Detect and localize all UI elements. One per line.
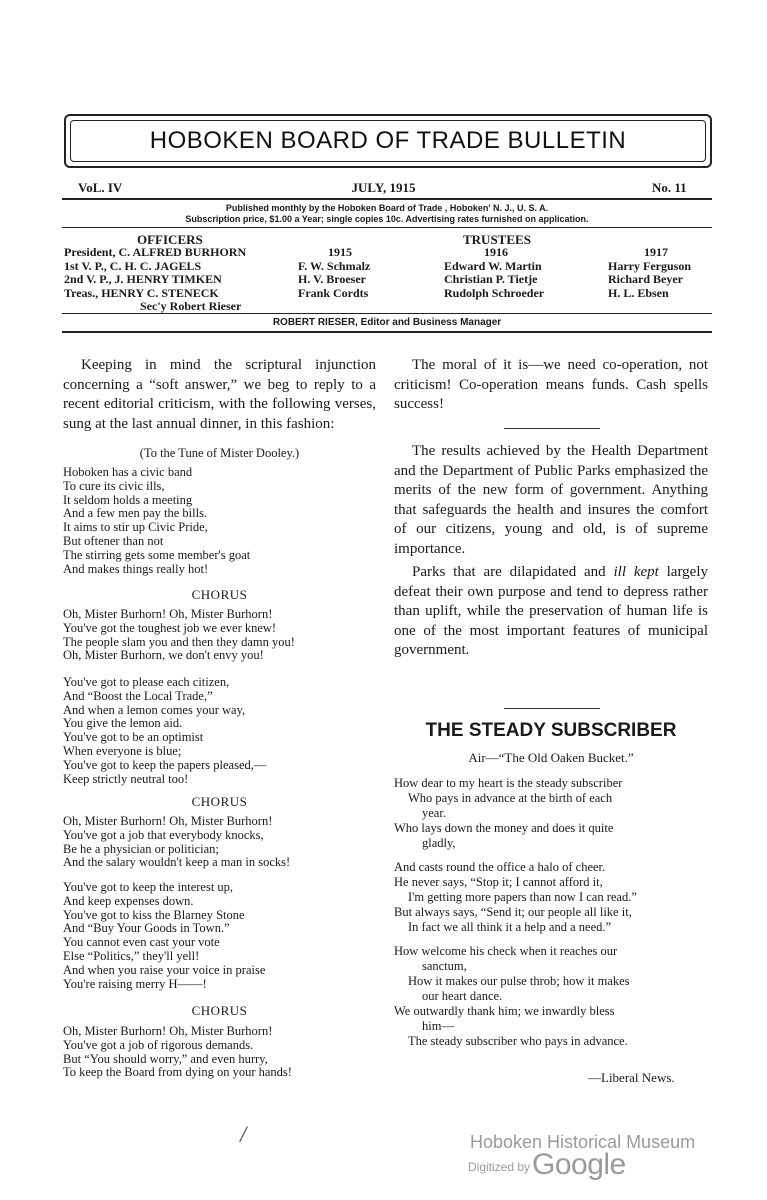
trustees-column-1916 [444, 246, 544, 300]
trustee-name: Rudolph Schroeder [444, 285, 545, 300]
verse-3 [63, 881, 265, 991]
verse-line: You give the lemon aid. [63, 716, 183, 731]
poem-line: How welcome his check when it reaches our [394, 944, 618, 958]
verse-line: You've got to keep the interest up, [63, 880, 234, 894]
poem-line: gladly, [422, 836, 456, 850]
steady-subscriber-title: THE STEADY SUBSCRIBER [425, 720, 677, 741]
trustee-name: Edward W. Martin [444, 258, 542, 273]
poem-line: year. [422, 806, 446, 820]
intro-text: Keeping in mind the scriptural injunction concerning a “soft answer,” we beg to reply to a recent editorial criticism, with the following verses, sung at the last annual dinner, in this fashion: [63, 357, 376, 432]
verse-line: And “Boost the Local Trade,” [63, 688, 213, 703]
print-mark: / [238, 1121, 249, 1149]
officer-line: Sec'y Robert Rieser [140, 299, 242, 313]
verse-line: You've got a job of rigorous demands. [63, 1037, 254, 1052]
officer-line: Treas., HENRY C. STENECK [64, 285, 219, 300]
parks-text-end: largely defeat their own purpose and tend to depress rather than uplift, while the preservation of human life is one of the most important features of municipal government. [394, 564, 708, 658]
verse-line: To cure its civic ills, [63, 478, 165, 493]
publication-line-2: Subscription price, $1.00 a Year; single copies 10c. Advertising rates furnished on application. [185, 214, 589, 224]
chorus-heading: CHORUS [191, 587, 248, 602]
chorus-1 [63, 608, 295, 663]
health-section [394, 442, 708, 661]
section-rule [504, 708, 600, 709]
trustee-name: Christian P. Tietje [444, 272, 538, 286]
trustees-column-1915 [298, 246, 370, 300]
section-rule [504, 428, 600, 429]
poem-line: our heart dance. [422, 989, 503, 1003]
editor-line: ROBERT RIESER, Editor and Business Manager [272, 317, 502, 328]
trustee-name: H. V. Broeser [298, 272, 366, 286]
verse-line: Oh, Mister Burhorn! Oh, Mister Burhorn! [63, 607, 273, 621]
verse-line: Oh, Mister Burhorn, we don't envy you! [63, 648, 264, 663]
chorus-3 [63, 1025, 292, 1080]
trustee-name: Richard Beyer [608, 272, 683, 286]
poem-line: He never says, “Stop it; I cannot afford it, [394, 875, 603, 889]
volume-label: VoL. IV [78, 180, 123, 195]
trustees-heading: TRUSTEES [463, 232, 531, 247]
verse-line: And keep expenses down. [63, 893, 194, 908]
masthead-title: HOBOKEN BOARD OF TRADE BULLETIN [149, 127, 627, 154]
verse-line: You're raising merry H——! [63, 976, 207, 991]
verse-line: To keep the Board from dying on your hands! [63, 1065, 292, 1080]
trustee-year: 1916 [484, 245, 508, 259]
verse-line: And when a lemon comes your way, [63, 702, 246, 717]
google-logo: Google [532, 1148, 626, 1181]
trustee-name: Frank Cordts [298, 285, 369, 300]
verse-line: The people slam you and then they damn you! [63, 634, 295, 649]
verse-line: You've got a job that everybody knocks, [63, 827, 264, 842]
verse-line: When everyone is blue; [63, 743, 182, 758]
chorus-2 [63, 815, 290, 870]
masthead-inner-frame [70, 120, 706, 162]
officer-line: 2nd V. P., J. HENRY TIMKEN [64, 272, 222, 286]
verse-line: The stirring gets some member's goat [63, 547, 251, 562]
issue-number: No. 11 [652, 180, 687, 195]
intro-paragraph [63, 356, 376, 434]
verse-line: Oh, Mister Burhorn! Oh, Mister Burhorn! [63, 1024, 273, 1038]
verse-line: You've got to please each citizen, [63, 675, 230, 689]
parks-text-start: Parks that are dilapidated and [412, 564, 614, 580]
verse-line: But “You should worry,” and even hurry, [63, 1051, 268, 1066]
health-paragraph: The results achieved by the Health Department and the Department of Public Parks emphasized the merits of the new form of government. Anything that safeguards the health and insures the comfort of our citizens, young and old, is of supreme importance. [394, 443, 708, 557]
poem-line: And casts round the office a halo of cheer. [394, 860, 606, 874]
air-note: Air—“The Old Oaken Bucket.” [468, 750, 634, 765]
poem-line: We outwardly thank him; we inwardly bless [394, 1004, 615, 1018]
publication-line-1: Published monthly by the Hoboken Board of Trade , Hoboken' N. J., U. S. A. [225, 203, 549, 213]
trustee-name: F. W. Schmalz [298, 258, 371, 273]
divider-editor [62, 331, 712, 333]
verse-line: It seldom holds a meeting [63, 492, 193, 507]
verse-line: But oftener than not [63, 533, 164, 548]
publication-info [62, 203, 712, 225]
verse-line: And when you raise your voice in praise [63, 962, 266, 977]
chorus-heading: CHORUS [191, 794, 248, 809]
trustees-column-1917 [608, 246, 691, 300]
verse-line: Be he a physician or politician; [63, 841, 219, 856]
poem-line: sanctum, [422, 959, 467, 973]
verse-line: You've got to kiss the Blarney Stone [63, 907, 245, 922]
divider-officers [62, 313, 712, 314]
moral-text: The moral of it is—we need co-operation, not criticism! Co-operation means funds. Cash spells success! [394, 357, 708, 412]
verse-line: It aims to stir up Civic Pride, [63, 520, 208, 535]
officer-line: President, C. ALFRED BURHORN [64, 245, 247, 259]
verse-line: And the salary wouldn't keep a man in socks! [63, 855, 291, 870]
verse-line: And a few men pay the bills. [63, 506, 208, 521]
digitized-by-label: Digitized by [468, 1160, 531, 1174]
steady-subscriber-poem [394, 776, 710, 1049]
trustee-name: H. L. Ebsen [608, 285, 669, 300]
verse-line: You've got to be an optimist [63, 730, 204, 745]
issue-date: JULY, 1915 [351, 180, 416, 195]
verse-line: And “Buy Your Goods in Town.” [63, 921, 230, 936]
trustee-year: 1915 [328, 245, 352, 259]
verse-line: And makes things really hot! [63, 561, 209, 576]
poem-line: Who lays down the money and does it quite [394, 821, 614, 835]
verse-line: You've got to keep the papers pleased,— [63, 757, 267, 772]
verse-line: Oh, Mister Burhorn! Oh, Mister Burhorn! [63, 814, 273, 828]
verse-line: You cannot even cast your vote [63, 935, 220, 950]
tune-note: (To the Tune of Mister Dooley.) [139, 446, 300, 460]
verse-2 [63, 676, 266, 786]
poem-line: In fact we all think it a help and a need.” [408, 920, 612, 934]
officers-heading: OFFICERS [137, 232, 203, 247]
poem-line: The steady subscriber who pays in advance. [408, 1034, 628, 1048]
verse-line: You've got the toughest job we ever knew! [63, 620, 277, 635]
chorus-heading: CHORUS [191, 1003, 248, 1018]
poem-line: Who pays in advance at the birth of each [408, 791, 613, 805]
poem-line: But always says, “Send it; our people all like it, [394, 905, 632, 919]
poem-line: him— [422, 1019, 454, 1033]
trustee-year: 1917 [644, 245, 668, 259]
divider-pubinfo [62, 227, 712, 228]
verse-line: Else “Politics,” they'll yell! [63, 948, 200, 963]
moral-paragraph [394, 356, 708, 415]
verse-1 [63, 466, 250, 576]
poem-line: How dear to my heart is the steady subscriber [394, 776, 623, 790]
parks-emphasis: ill kept [613, 564, 659, 580]
museum-watermark: Hoboken Historical Museum [470, 1132, 696, 1152]
officer-line: 1st V. P., C. H. C. JAGELS [64, 258, 202, 273]
masthead-frame [64, 114, 712, 168]
poem-credit: —Liberal News. [588, 1070, 675, 1085]
divider-top [62, 198, 712, 200]
poem-line: I'm getting more papers than now I can read.” [408, 890, 637, 904]
verse-line: Keep strictly neutral too! [63, 771, 189, 786]
poem-line: How it makes our pulse throb; how it makes [408, 974, 630, 988]
verse-line: Hoboken has a civic band [63, 465, 193, 479]
trustee-name: Harry Ferguson [608, 258, 691, 273]
parks-paragraph [394, 563, 708, 661]
officers-list [64, 246, 246, 314]
